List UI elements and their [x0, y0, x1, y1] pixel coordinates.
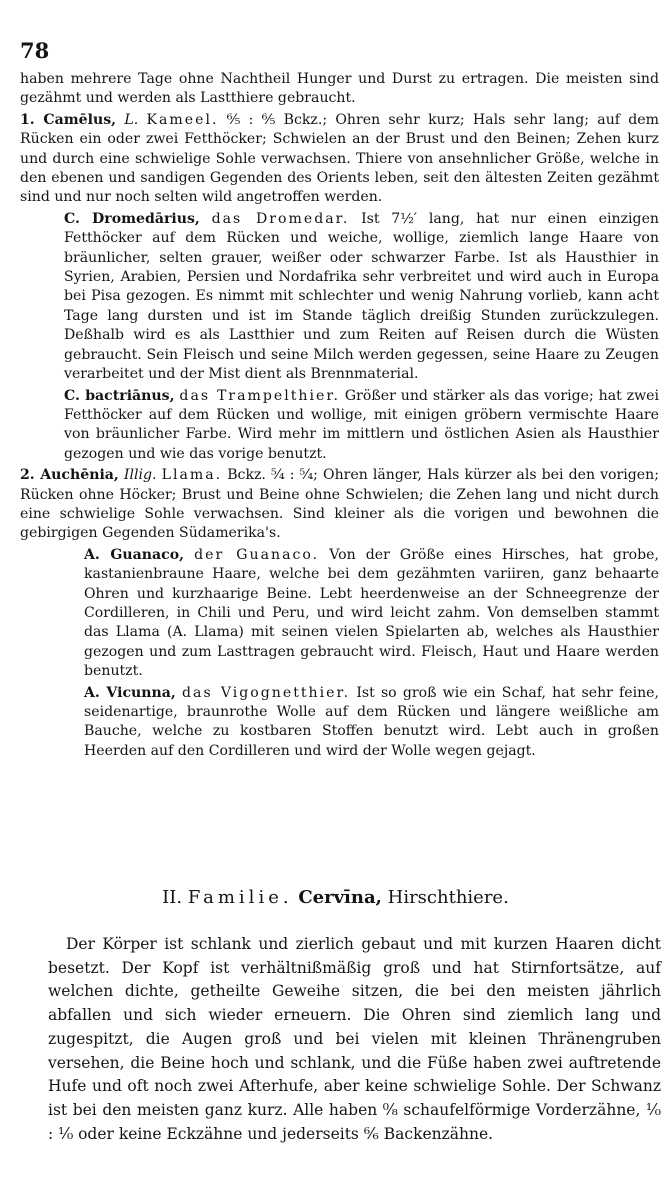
entry-common-name: das Dromedar.: [211, 210, 350, 227]
entry-author: Illig.: [123, 467, 157, 484]
family-heading: [0, 887, 671, 908]
entry-label: A. Vicunna,: [84, 684, 176, 701]
entry-label: 2. Auchēnia,: [20, 467, 119, 484]
entry-author: L.: [124, 111, 139, 128]
entry-common-name: Llama.: [161, 467, 223, 484]
family-numeral: II.: [162, 887, 183, 908]
entry-common-name: Kameel.: [146, 111, 219, 128]
entry-label: C. Dromedārius,: [64, 210, 200, 227]
family-description: [48, 933, 661, 1146]
family-paragraph: Der Körper ist schlank und zierlich gebaut und mit kurzen Haaren dicht besetzt. Der Kopf ist verhältnißmäßig groß und hat Stirnfortsätze, auf welchen dichte, getheilte Geweihe sitzen, die bei den meisten jährlich abfallen und sich wieder erneuern. Die Ohren sind ziemlich lang und zugespitzt, die Augen groß und bei vielen mit kleinen Thränengruben versehen, die Beine hoch und schlank, und die Füße haben zwei auftretende Hufe und oft noch zwei Afterhufe, aber keine schwielige Sohle. Der Schwanz ist bei den meisten ganz kurz. Alle haben ⁰⁄₈ schaufelförmige Vorderzähne, ¹⁄₀ : ¹⁄₀ oder keine Eckzähne und jederseits ⁶⁄₆ Backenzähne.: [48, 935, 661, 1143]
page-number: 78: [20, 38, 50, 63]
entry-text: Ist so groß wie ein Schaf, hat sehr feine, seidenartige, braunrothe Wolle auf dem Rücken und längere weißliche am Bauche, welche zu kostbaren Stoffen benutzt wird. Lebt auch in großen Heerden auf den Cordilleren und wird der Wolle wegen gejagt.: [84, 684, 660, 759]
entry-text: ⁶⁄₅ : ⁶⁄₅ Bckz.; Ohren sehr kurz; Hals sehr lang; auf dem Rücken ein oder zwei Fetthöcker; Schwielen an der Brust und den Beinen; Zehen kurz und durch eine schwielige Sohle verwachsen. Thiere von ansehnlicher Größe, welche in den ebenen und sandigen Gegenden des Orients leben, seit den ältesten Zeiten gezähmt sind und nur noch selten wild angetroffen werden.: [20, 111, 659, 206]
family-word: Familie.: [187, 887, 293, 908]
family-german-name: Hirschthiere.: [387, 887, 509, 908]
species-entry-bactrianus: [20, 387, 659, 465]
genus-list: [20, 70, 659, 761]
entry-common-name: das Trampelthier.: [179, 387, 340, 404]
genus-entry-camelus: [20, 111, 659, 208]
species-entry-vicunna: [20, 684, 659, 762]
entry-label: 1. Camēlus,: [20, 111, 117, 128]
entry-label: C. bactriānus,: [64, 387, 175, 404]
entry-label: A. Guanaco,: [84, 546, 185, 563]
family-latin-name: Cervīna,: [298, 887, 382, 908]
genus-entry-auchenia: [20, 466, 659, 544]
species-entry-guanaco: [20, 546, 659, 682]
entry-text: Ist 7½′ lang, hat nur einen einzigen Fetthöcker auf dem Rücken und weiche, wollige, ziemlich lange Haare von bräunlicher, selten grauer, weißer oder schwarzer Farbe. Ist als Hausthier in Syrien, Arabien, Persien und Nordafrika sehr verbreitet und wird auch in Europa bei Pisa gezogen. Es nimmt mit schlechter und wenig Nahrung vorlieb, kann acht Tage lang dursten und ist im Stande täglich dreißig Stunden zurückzulegen. Deßhalb wird es als Lastthier und zum Reiten auf Reisen durch die Wüsten gebraucht. Sein Fleisch und seine Milch werden gegessen, seine Haare zu Zeugen verarbeitet und der Mist dient als Brennmaterial.: [64, 210, 659, 383]
intro-paragraph: haben mehrere Tage ohne Nachtheil Hunger und Durst zu ertragen. Die meisten sind gezähmt und werden als Lastthiere gebraucht.: [20, 71, 659, 107]
entry-text: Größer und stärker als das vorige; hat zwei Fetthöcker auf dem Rücken und wollige, mit einigen gröbern vermischte Haare von bräunlicher Farbe. Wird mehr im mittlern und östlichen Asien als Hausthier gezogen und wie das vorige benutzt.: [64, 387, 660, 462]
species-entry-dromedarius: [20, 210, 659, 385]
entry-common-name: das Vigognetthier.: [182, 684, 351, 701]
entry-common-name: der Guanaco.: [194, 546, 320, 563]
entry-text: Von der Größe eines Hirsches, hat grobe, kastanienbraune Haare, welche bei dem gezähmten variiren, ganz behaarte Ohren und kurzhaarige Beine. Lebt heerdenweise an der Schneegrenze der Cordilleren, in Chili und Peru, und wird leicht zahm. Von demselben stammt das Llama (A. Llama) mit seinen vielen Spielarten ab, welches als Hausthier gezogen und zum Lasttragen gebraucht wird. Fleisch, Haut und Haare werden benutzt.: [84, 546, 660, 680]
entry-text: Bckz. ⁵⁄₄ : ⁵⁄₄; Ohren länger, Hals kürzer als bei den vorigen; Rücken ohne Höcker; Brust und Beine ohne Schwielen; die Zehen lang und nicht durch eine schwielige Sohle verwachsen. Sind kleiner als die vorigen und bewohnen die gebirgigen Gegenden Südamerika's.: [20, 467, 659, 542]
